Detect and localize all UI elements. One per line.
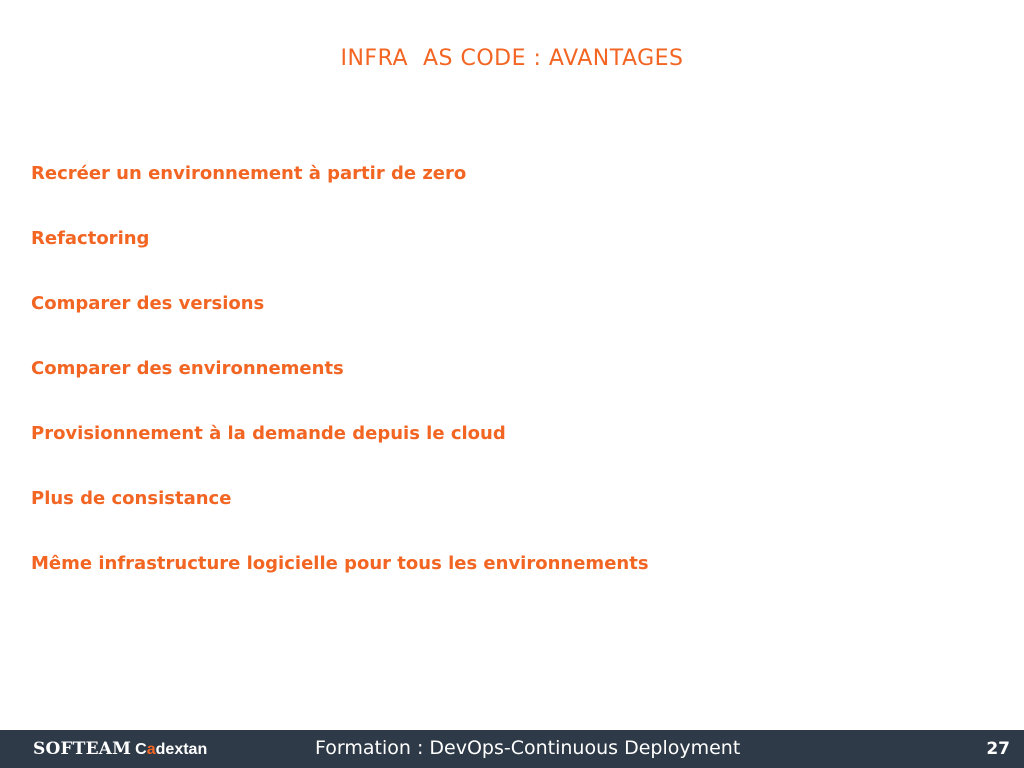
bullet-item: Provisionnement à la demande depuis le cloud xyxy=(31,423,506,444)
company-logo xyxy=(33,739,207,761)
page-number: 27 xyxy=(986,739,1010,759)
logo-softeam: SOFTEAM xyxy=(33,739,132,759)
bullet-item: Comparer des versions xyxy=(31,293,265,314)
logo-cadextan-rest: dextan xyxy=(155,741,208,758)
bullet-item: Comparer des environnements xyxy=(31,358,344,379)
logo-cadextan-c: C xyxy=(135,741,147,758)
bullet-list xyxy=(31,160,649,615)
bullet-item: Même infrastructure logicielle pour tous les environnements xyxy=(31,553,649,574)
logo-cadextan-a: a xyxy=(146,741,156,758)
logo-cadextan xyxy=(135,741,207,758)
slide-title: INFRA AS CODE : AVANTAGES xyxy=(340,46,684,71)
bullet-item: Refactoring xyxy=(31,228,150,249)
bullet-item: Recréer un environnement à partir de zero xyxy=(31,163,467,184)
bullet-item: Plus de consistance xyxy=(31,488,232,509)
footer-bar xyxy=(0,730,1024,768)
footer-course-title: Formation : DevOps-Continuous Deployment xyxy=(315,737,741,759)
